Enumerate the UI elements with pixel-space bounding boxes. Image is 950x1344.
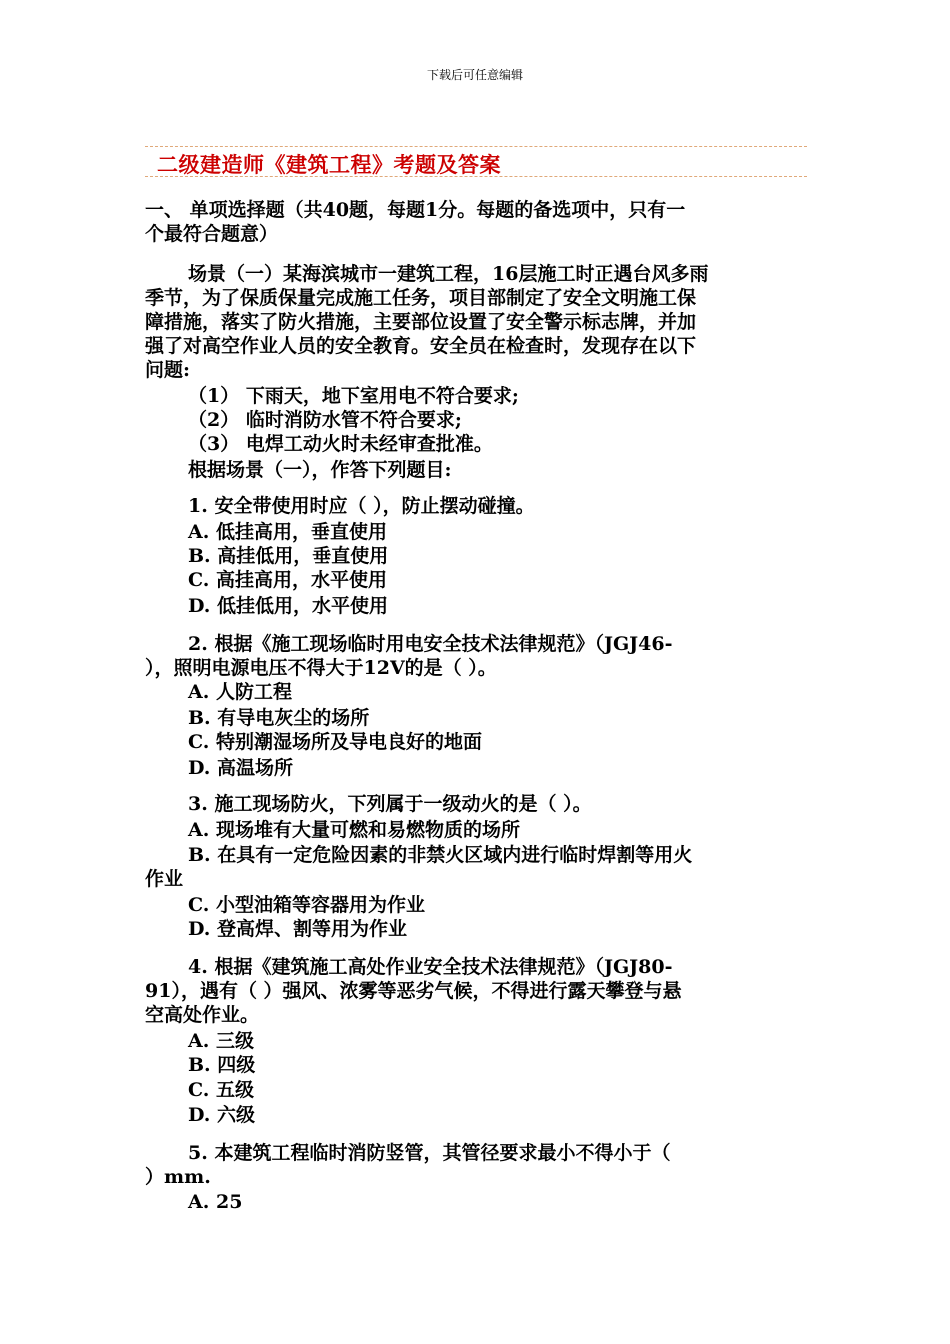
text-line: A. 三级 bbox=[188, 1030, 254, 1052]
text-line: 5. 本建筑工程临时消防竖管，其管径要求最小不得小于（ bbox=[188, 1142, 671, 1164]
text-line: A. 25 bbox=[188, 1191, 243, 1213]
text-line: 4. 根据《建筑施工高处作业安全技术法律规范》（JGJ80- bbox=[188, 956, 673, 978]
title-top-rule bbox=[145, 146, 807, 147]
text-line: C. 小型油箱等容器用为作业 bbox=[188, 894, 426, 916]
text-line: 空高处作业。 bbox=[145, 1004, 260, 1026]
document-title: 二级建造师《建筑工程》考题及答案 bbox=[157, 152, 501, 177]
text-line: A. 人防工程 bbox=[188, 681, 292, 703]
text-line: 季节，为了保质保量完成施工任务，项目部制定了安全文明施工保 bbox=[145, 287, 697, 309]
text-line: 问题: bbox=[145, 359, 191, 381]
text-line: B. 有导电灰尘的场所 bbox=[188, 707, 370, 729]
page-header: 下载后可任意编辑 bbox=[426, 68, 523, 82]
text-line: 3. 施工现场防火，下列属于一级动火的是（ ）。 bbox=[188, 793, 592, 815]
text-line: B. 在具有一定危险因素的非禁火区域内进行临时焊割等用火 bbox=[188, 844, 693, 866]
text-line: 个最符合题意） bbox=[145, 223, 279, 245]
text-line: A. 现场堆有大量可燃和易燃物质的场所 bbox=[188, 819, 520, 841]
text-line: 作业 bbox=[145, 868, 184, 890]
text-line: A. 低挂高用，垂直使用 bbox=[188, 521, 387, 543]
text-line: 障措施，落实了防火措施，主要部位设置了安全警示标志牌，并加 bbox=[145, 311, 697, 333]
title-bottom-rule bbox=[145, 176, 807, 177]
text-line: 根据场景（一），作答下列题目: bbox=[188, 459, 452, 481]
text-line: C. 高挂高用，水平使用 bbox=[188, 569, 388, 591]
text-line: ），照明电源电压不得大于12V的是（ ）。 bbox=[145, 657, 497, 679]
text-line: 2. 根据《施工现场临时用电安全技术法律规范》（JGJ46- bbox=[188, 633, 673, 655]
text-line: （1） 下雨天，地下室用电不符合要求; bbox=[188, 385, 519, 407]
text-line: C. 五级 bbox=[188, 1079, 255, 1101]
text-line: ）mm. bbox=[145, 1166, 211, 1188]
text-line: （3） 电焊工动火时未经审查批准。 bbox=[188, 433, 493, 455]
text-line: D. 低挂低用，水平使用 bbox=[188, 595, 389, 617]
text-line: 91），遇有（ ）强风、浓雾等恶劣气候，不得进行露天攀登与悬 bbox=[145, 980, 682, 1002]
text-line: C. 特别潮湿场所及导电良好的地面 bbox=[188, 731, 483, 753]
text-line: （2） 临时消防水管不符合要求; bbox=[188, 409, 462, 431]
title-block bbox=[145, 143, 807, 179]
text-line: 场景（一）某海滨城市一建筑工程，16层施工时正遇台风多雨 bbox=[188, 263, 709, 285]
text-line: 1. 安全带使用时应（ ），防止摆动碰撞。 bbox=[188, 495, 535, 517]
text-line: D. 登高焊、割等用为作业 bbox=[188, 918, 408, 940]
text-line: B. 四级 bbox=[188, 1054, 256, 1076]
text-line: 强了对高空作业人员的安全教育。安全员在检查时，发现存在以下 bbox=[145, 335, 697, 357]
text-line: B. 高挂低用，垂直使用 bbox=[188, 545, 389, 567]
text-line: 一、 单项选择题（共40题，每题1分。每题的备选项中，只有一 bbox=[145, 199, 686, 221]
text-line: D. 六级 bbox=[188, 1104, 256, 1126]
text-line: D. 高温场所 bbox=[188, 757, 294, 779]
